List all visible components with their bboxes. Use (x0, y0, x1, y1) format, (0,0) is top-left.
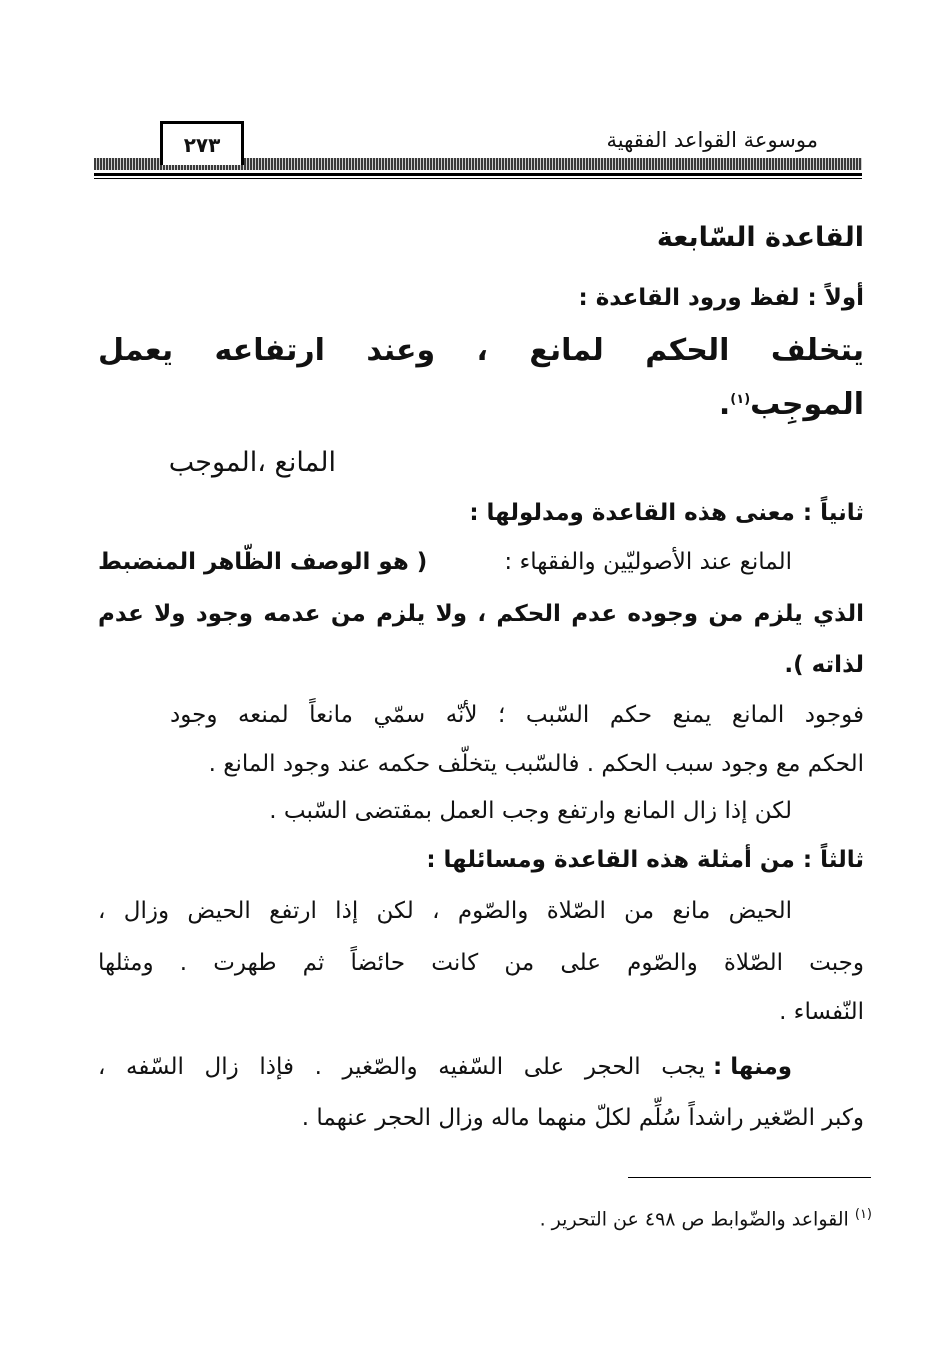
explanation-line3: لكن إذا زال المانع وارتفع وجب العمل بمقتضى السّبب . (269, 798, 792, 824)
footnote (540, 1207, 872, 1230)
rule-text-end: . (718, 387, 731, 422)
example2-line2: وكبر الصّغير راشداً سُلِّم لكلّ منهما ماله وزال الحجر عنهما . (301, 1105, 864, 1131)
page-number: ٢٧٣ (183, 132, 221, 157)
definition-bold-start: ( هو الوصف الظّاهر المنضبط (98, 549, 428, 575)
section1-title: أولاً : لفظ ورود القاعدة : (578, 285, 864, 311)
running-header-title: موسوعة القواعد الفقهية (606, 128, 818, 152)
header-rule (94, 173, 862, 176)
footnote-marker: (١) (854, 1207, 872, 1222)
example1-line1: الحيض مانع من الصّلاة والصّوم ، لكن إذا ارتفع الحيض وزال ، (98, 898, 792, 924)
example1-line2: وجبت الصّلاة والصّوم على من كانت حائضاً ثم طهرت . ومثلها (98, 950, 864, 976)
header-rule-thin (94, 178, 862, 179)
definition-line2: الذي يلزم من وجوده عدم الحكم ، ولا يلزم من عدمه وجود ولا عدم (98, 601, 864, 627)
rule-text-line2 (719, 387, 864, 422)
example2-lead: ومنها : (713, 1054, 792, 1080)
example2-text: يجب الحجر على السّفيه والصّغير . فإذا زال السّفه ، (98, 1054, 706, 1080)
definition-line1 (98, 549, 864, 575)
rule-text-word: الموجِب (750, 387, 864, 422)
footnote-text: القواعد والضّوابط ص ٤٩٨ عن التحرير . (539, 1208, 849, 1231)
page-number-box (160, 121, 244, 165)
footnote-ref: (١) (730, 392, 751, 407)
example1-line3: النّفساء . (779, 999, 864, 1025)
definition-intro: المانع عند الأصوليّين والفقهاء : (504, 549, 792, 575)
footnote-separator (628, 1177, 871, 1178)
rule-text-line1: يتخلف الحكم لمانع ، وعند ارتفاعه يعمل (98, 333, 864, 368)
keywords: المانع ،الموجب (168, 447, 336, 478)
definition-line3: لذاته ). (784, 652, 864, 678)
section2-title: ثانياً : معنى هذه القاعدة ومدلولها : (469, 500, 864, 526)
rule-heading: القاعدة السّابعة (656, 222, 864, 253)
explanation-line1: فوجود المانع يمنع حكم السّبب ؛ لأنّه سمّي مانعاً لمنعه وجود (170, 702, 864, 728)
section3-title: ثالثاً : من أمثلة هذه القاعدة ومسائلها : (426, 847, 864, 873)
example2-line1 (98, 1054, 792, 1080)
explanation-line2: الحكم مع وجود سبب الحكم . فالسّبب يتخلّف حكمه عند وجود المانع . (208, 751, 864, 777)
